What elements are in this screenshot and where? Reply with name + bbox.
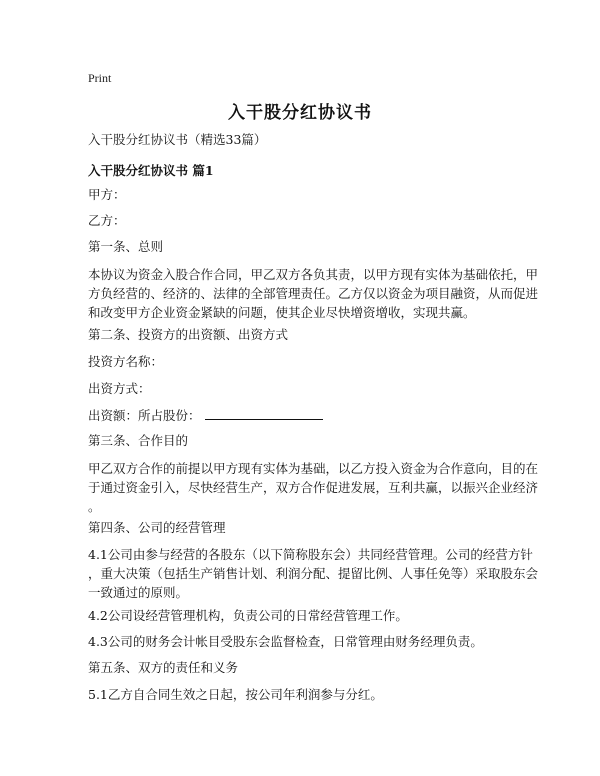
article-1-line-2: 方负经营的、经济的、法律的全部管理责任。乙方仅以资金为项目融资，从而促进 [88, 286, 539, 301]
article-3-line-2: 于通过资金引入，尽快经营生产，双方合作促进发展，互利共赢，以振兴企业经济 [88, 480, 539, 495]
article-3-title: 第三条、合作目的 [88, 433, 189, 448]
clause-4-1-line-1: 4.1公司由参与经营的各股东（以下简称股东会）共同经营管理。公司的经营方针 [88, 547, 533, 562]
print-link[interactable]: Print [88, 71, 112, 85]
clause-4-2: 4.2公司设经营管理机构，负责公司的日常经营管理工作。 [88, 608, 408, 623]
article-2-title: 第二条、投资方的出资额、出资方式 [88, 327, 289, 342]
article-1-title: 第一条、总则 [88, 239, 164, 254]
article-3-line-3: 。 [88, 499, 101, 514]
investment-method-label: 出资方式： [88, 381, 151, 396]
clause-4-3: 4.3公司的财务会计帐目受股东会监督检查，日常管理由财务经理负责。 [88, 634, 483, 649]
article-1-line-1: 本协议为资金入股合作合同，甲乙双方各负其责，以甲方现有实体为基础依托，甲 [88, 267, 539, 282]
party-b-label: 乙方： [88, 213, 126, 228]
investment-amount-label: 出资额：所占股份： [88, 408, 201, 423]
document-title: 入干股分红协议书 [228, 103, 372, 123]
article-3-line-1: 甲乙双方合作的前提以甲方现有实体为基础，以乙方投入资金为合作意向，目的在 [88, 461, 539, 476]
clause-4-1-line-3: 一致通过的原则。 [88, 585, 189, 600]
clause-5-1: 5.1乙方自合同生效之日起，按公司年利润参与分红。 [88, 687, 383, 702]
party-a-label: 甲方： [88, 187, 126, 202]
article-5-title: 第五条、双方的责任和义务 [88, 660, 239, 675]
share-blank-line [205, 405, 323, 420]
investor-name-label: 投资方名称： [88, 354, 164, 369]
article-4-title: 第四条、公司的经营管理 [88, 520, 226, 535]
clause-4-1-line-2: ，重大决策（包括生产销售计划、利润分配、提留比例、人事任免等）采取股东会 [88, 566, 539, 581]
investment-amount-row [88, 405, 522, 426]
section-heading: 入干股分红协议书 篇1 [88, 163, 214, 178]
document-subtitle: 入干股分红协议书（精选33篇） [88, 132, 267, 147]
article-1-line-3: 和改变甲方企业资金紧缺的问题，使其企业尽快增资增收，实现共赢。 [88, 305, 476, 320]
